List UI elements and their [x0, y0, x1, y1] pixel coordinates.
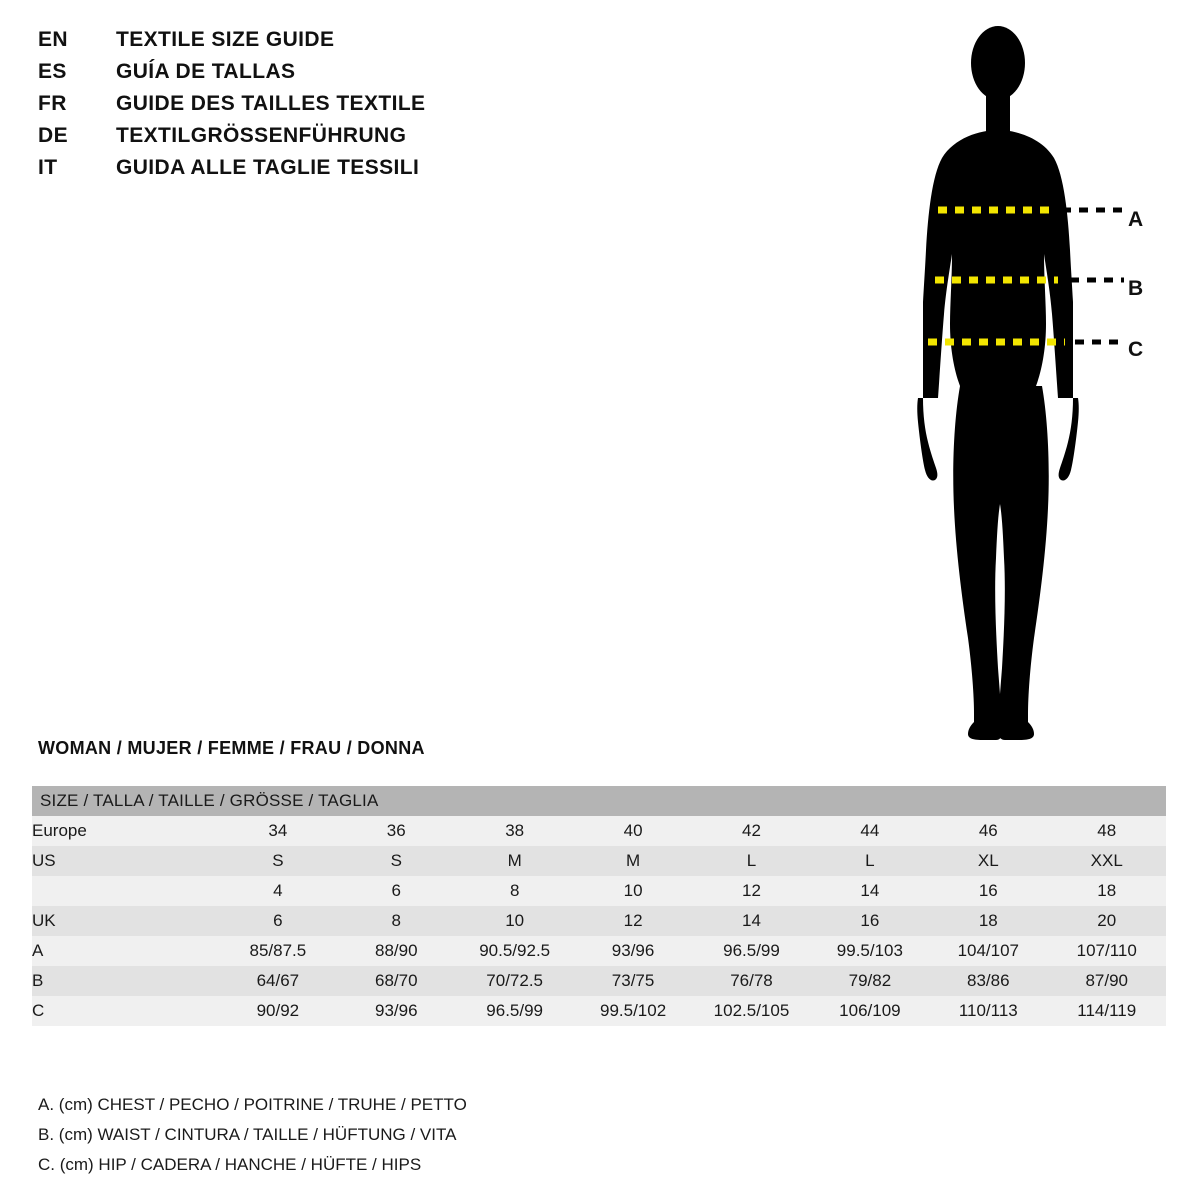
row-label-b: B — [32, 966, 219, 996]
cell-europe-2: 38 — [455, 816, 573, 846]
row-label-uk: UK — [32, 906, 219, 936]
cell-a-2: 90.5/92.5 — [455, 936, 573, 966]
cell-us-3: M — [574, 846, 692, 876]
cell-europe-0: 34 — [219, 816, 337, 846]
cell-b-4: 76/78 — [692, 966, 810, 996]
table-row — [32, 966, 1166, 996]
cell-uk-3: 12 — [574, 906, 692, 936]
cell-b-3: 73/75 — [574, 966, 692, 996]
row-label-us-numeric — [32, 876, 219, 906]
cell-us-4: L — [692, 846, 810, 876]
title-text-en: TEXTILE SIZE GUIDE — [116, 28, 335, 51]
cell-a-5: 99.5/103 — [811, 936, 929, 966]
cell-c-7: 114/119 — [1048, 996, 1167, 1026]
cell-europe-3: 40 — [574, 816, 692, 846]
cell-europe-5: 44 — [811, 816, 929, 846]
title-text-es: GUÍA DE TALLAS — [116, 60, 296, 83]
cell-uk-1: 8 — [337, 906, 455, 936]
title-lang-en: EN — [38, 28, 68, 51]
measure-label-a: A — [1128, 208, 1144, 231]
cell-c-5: 106/109 — [811, 996, 929, 1026]
cell-usnum-3: 10 — [574, 876, 692, 906]
measure-label-c: C — [1128, 338, 1144, 361]
table-row — [32, 816, 1166, 846]
body-figure — [880, 18, 1180, 758]
cell-c-1: 93/96 — [337, 996, 455, 1026]
cell-a-1: 88/90 — [337, 936, 455, 966]
cell-uk-2: 10 — [455, 906, 573, 936]
cell-usnum-4: 12 — [692, 876, 810, 906]
title-block — [38, 28, 598, 188]
cell-b-2: 70/72.5 — [455, 966, 573, 996]
footnote-c: C. (cm) HIP / CADERA / HANCHE / HÜFTE / HIPS — [38, 1155, 422, 1174]
cell-uk-5: 16 — [811, 906, 929, 936]
cell-c-2: 96.5/99 — [455, 996, 573, 1026]
title-row-fr — [38, 92, 598, 122]
measure-label-b: B — [1128, 277, 1144, 300]
table-row — [32, 906, 1166, 936]
cell-c-6: 110/113 — [929, 996, 1047, 1026]
footnote-a: A. (cm) CHEST / PECHO / POITRINE / TRUHE / PETTO — [38, 1095, 467, 1114]
cell-us-7: XXL — [1048, 846, 1167, 876]
title-lang-es: ES — [38, 60, 67, 83]
cell-us-0: S — [219, 846, 337, 876]
title-row-de — [38, 124, 598, 154]
cell-b-5: 79/82 — [811, 966, 929, 996]
cell-usnum-1: 6 — [337, 876, 455, 906]
cell-us-1: S — [337, 846, 455, 876]
title-row-en — [38, 28, 598, 58]
title-lang-fr: FR — [38, 92, 67, 115]
title-row-es — [38, 60, 598, 90]
row-label-us: US — [32, 846, 219, 876]
title-text-fr: GUIDE DES TAILLES TEXTILE — [116, 92, 426, 115]
cell-usnum-2: 8 — [455, 876, 573, 906]
footnote-b: B. (cm) WAIST / CINTURA / TAILLE / HÜFTUNG / VITA — [38, 1125, 457, 1144]
cell-uk-4: 14 — [692, 906, 810, 936]
cell-usnum-7: 18 — [1048, 876, 1167, 906]
cell-usnum-5: 14 — [811, 876, 929, 906]
row-label-europe: Europe — [32, 816, 219, 846]
table-row — [32, 876, 1166, 906]
cell-europe-4: 42 — [692, 816, 810, 846]
cell-c-4: 102.5/105 — [692, 996, 810, 1026]
title-text-it: GUIDA ALLE TAGLIE TESSILI — [116, 156, 420, 179]
row-label-c: C — [32, 996, 219, 1026]
title-row-it — [38, 156, 598, 186]
cell-us-6: XL — [929, 846, 1047, 876]
title-text-de: TEXTILGRÖSSENFÜHRUNG — [116, 124, 407, 147]
cell-c-0: 90/92 — [219, 996, 337, 1026]
row-label-a: A — [32, 936, 219, 966]
cell-us-5: L — [811, 846, 929, 876]
cell-a-3: 93/96 — [574, 936, 692, 966]
cell-europe-7: 48 — [1048, 816, 1167, 846]
cell-europe-1: 36 — [337, 816, 455, 846]
cell-a-6: 104/107 — [929, 936, 1047, 966]
cell-b-1: 68/70 — [337, 966, 455, 996]
table-header-row — [32, 786, 1166, 816]
cell-a-0: 85/87.5 — [219, 936, 337, 966]
title-lang-it: IT — [38, 156, 58, 179]
footnotes — [38, 1090, 738, 1180]
cell-a-4: 96.5/99 — [692, 936, 810, 966]
section-heading-woman: WOMAN / MUJER / FEMME / FRAU / DONNA — [38, 738, 425, 758]
cell-uk-6: 18 — [929, 906, 1047, 936]
cell-uk-7: 20 — [1048, 906, 1167, 936]
cell-a-7: 107/110 — [1048, 936, 1167, 966]
cell-uk-0: 6 — [219, 906, 337, 936]
cell-usnum-6: 16 — [929, 876, 1047, 906]
cell-b-6: 83/86 — [929, 966, 1047, 996]
title-lang-de: DE — [38, 124, 68, 147]
cell-c-3: 99.5/102 — [574, 996, 692, 1026]
table-row — [32, 936, 1166, 966]
table-row — [32, 846, 1166, 876]
table-header-label: SIZE / TALLA / TAILLE / GRÖSSE / TAGLIA — [32, 786, 1166, 816]
cell-us-2: M — [455, 846, 573, 876]
cell-usnum-0: 4 — [219, 876, 337, 906]
cell-b-7: 87/90 — [1048, 966, 1167, 996]
size-table — [32, 786, 1166, 1026]
cell-europe-6: 46 — [929, 816, 1047, 846]
cell-b-0: 64/67 — [219, 966, 337, 996]
female-silhouette-icon — [880, 18, 1180, 758]
table-row — [32, 996, 1166, 1026]
